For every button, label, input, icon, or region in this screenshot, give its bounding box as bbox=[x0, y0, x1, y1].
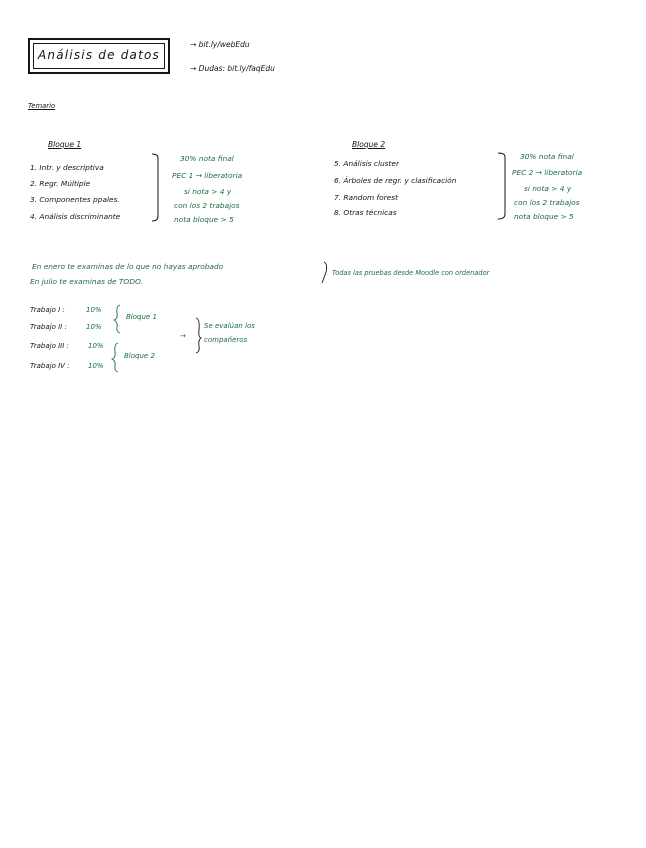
bloque2-note: PEC 2 → liberatoria bbox=[512, 168, 583, 177]
trabajo-pct: 10% bbox=[88, 362, 104, 370]
bloque2-item: 7. Random forest bbox=[334, 193, 398, 202]
trabajo-group-bloque2: Bloque 2 bbox=[124, 352, 155, 360]
web-link[interactable]: → bit.ly/webEdu bbox=[190, 40, 250, 49]
trabajo-group-bloque1: Bloque 1 bbox=[126, 313, 157, 321]
peer-eval-note: compañeros bbox=[204, 336, 248, 344]
bloque1-note: con los 2 trabajos bbox=[174, 201, 240, 210]
bloque1-item: 3. Componentes ppales. bbox=[30, 195, 120, 204]
trabajo-label: Trabajo II : bbox=[30, 323, 67, 331]
bloque2-note: 30% nota final bbox=[520, 152, 574, 161]
bracket-exam bbox=[322, 262, 327, 283]
trabajo-pct: 10% bbox=[86, 323, 102, 331]
bloque1-note: si nota > 4 y bbox=[184, 187, 232, 196]
bloque1-note: nota bloque > 5 bbox=[174, 215, 234, 224]
bracket-trabajos-all bbox=[196, 318, 201, 353]
trabajo-label: Trabajo I : bbox=[30, 306, 65, 314]
bloque1-note: 30% nota final bbox=[180, 154, 234, 163]
bloque2-heading: Bloque 2 bbox=[352, 140, 386, 149]
dudas-link[interactable]: → Dudas: bit.ly/faqEdu bbox=[190, 64, 275, 73]
trabajo-pct: 10% bbox=[86, 306, 102, 314]
exam-julio: En julio te examinas de TODO. bbox=[30, 277, 143, 286]
bloque1-note: PEC 1 → liberatoria bbox=[172, 171, 243, 180]
trabajos-arrow: → bbox=[180, 332, 186, 340]
bloque1-heading: Bloque 1 bbox=[48, 140, 82, 149]
moodle-note: Todas las pruebas desde Moodle con ordenador bbox=[332, 269, 490, 277]
bloque1-item: 4. Análisis discriminante bbox=[30, 212, 121, 221]
bloque2-note: si nota > 4 y bbox=[524, 184, 572, 193]
peer-eval-note: Se evalúan los bbox=[204, 322, 255, 330]
bracket-bloque1 bbox=[152, 154, 158, 221]
trabajo-label: Trabajo III : bbox=[30, 342, 69, 350]
trabajo-pct: 10% bbox=[88, 342, 104, 350]
trabajo-label: Trabajo IV : bbox=[30, 362, 70, 370]
bloque2-note: nota bloque > 5 bbox=[514, 212, 574, 221]
bloque2-note: con los 2 trabajos bbox=[514, 198, 580, 207]
bracket-trabajos-b2 bbox=[112, 343, 118, 372]
bloque1-item: 2. Regr. Múltiple bbox=[30, 179, 91, 188]
bracket-bloque2 bbox=[498, 153, 505, 219]
bloque2-item: 6. Árboles de regr. y clasificación bbox=[334, 176, 457, 185]
page-title: Análisis de datos bbox=[38, 48, 160, 62]
bloque2-item: 5. Análisis cluster bbox=[334, 159, 400, 168]
bracket-trabajos-b1 bbox=[114, 305, 120, 333]
bloque1-item: 1. Intr. y descriptiva bbox=[30, 163, 104, 172]
temario-heading: Temario bbox=[28, 102, 56, 110]
exam-enero: En enero te examinas de lo que no hayas aprobado bbox=[32, 262, 224, 271]
bloque2-item: 8. Otras técnicas bbox=[334, 208, 397, 217]
